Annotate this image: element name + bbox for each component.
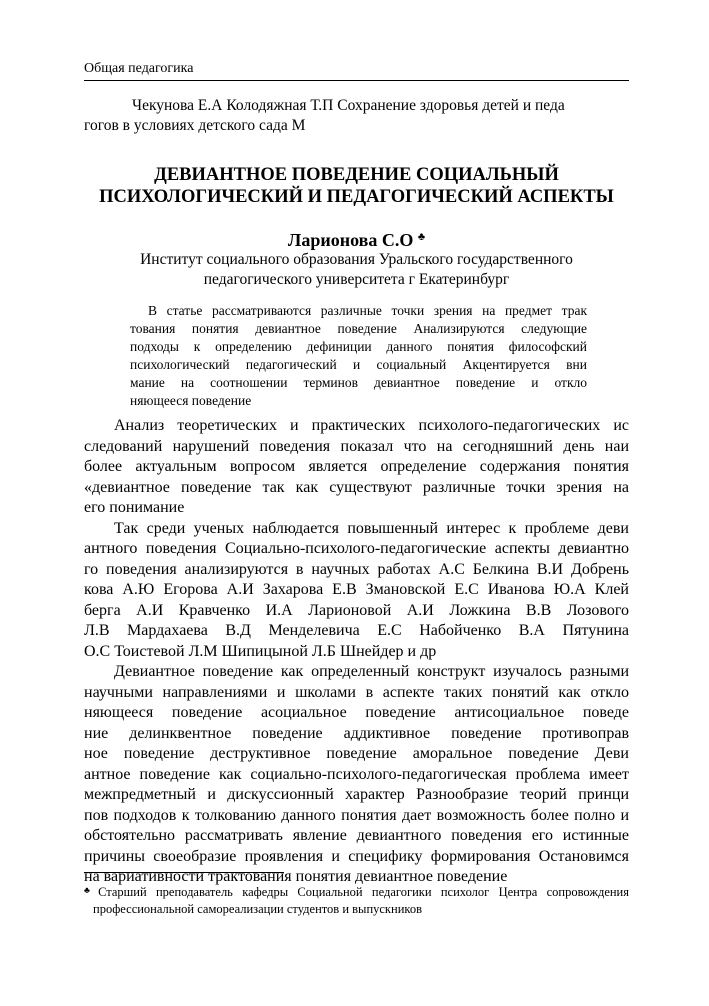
body-line: няющееся поведение асоциальное поведение антисоциальное поведе [84,704,629,721]
footnote-mark: ♣ [84,885,97,895]
author [84,226,629,251]
footnote-line [84,882,629,901]
title-line: ДЕВИАНТНОЕ ПОВЕДЕНИЕ СОЦИАЛЬНЫЙ [154,165,559,185]
footnote-separator [84,872,284,873]
body-text [84,416,629,888]
reference-line: Чекунова Е.А Колодяжная Т.П Сохранение здоровья детей и педа [132,97,565,114]
footnote-text: Старший преподаватель кафедры Социальной педагогики психолог Центра сопровождения [98,885,629,899]
body-line: Л.В Мардахаева В.Д Менделевича Е.С Набойченко В.А Пятунина [84,622,629,639]
body-line: Девиантное поведение как определенный конструкт изучалось разными [114,663,629,680]
author-footnote-mark: ♣ [417,231,426,243]
abstract-line: психологический педагогический и социальный Акцентируется вни [130,357,587,372]
body-line: научными направлениями и школами в аспекте таких понятий как откло [84,683,629,701]
affiliation [84,250,629,290]
body-line: го поведения анализируются в научных работах А.С Белкина В.И Добрень [84,560,629,578]
abstract [130,302,587,410]
abstract-line: подходы к определению дефиниции данного понятия философский [130,339,587,354]
reference-entry [84,96,629,136]
abstract-line: В статье рассматриваются различные точки зрения на предмет трак [148,303,587,318]
title-line: ПСИХОЛОГИЧЕСКИЙ И ПЕДАГОГИЧЕСКИЙ АСПЕКТЫ [99,187,614,207]
body-line: О.С Тоистевой Л.М Шипицыной Л.Б Шнейдер и др [84,642,437,660]
author-name: Ларионова С.О [287,230,414,250]
body-line: «девиантное поведение так как существуют различные точки зрения на [84,478,629,496]
footnote [84,882,629,918]
body-line: Так среди ученых наблюдается повышенный интерес к проблеме деви [114,519,629,537]
affiliation-line: педагогического университета г Екатеринбург [203,271,510,288]
body-line: более актуальным вопросом является определение содержания понятия [84,458,629,475]
body-line: кова А.Ю Егорова А.И Захарова Е.В Змановской Е.С Иванова Ю.А Клей [84,581,629,598]
abstract-line: няющееся поведение [130,393,252,408]
body-line: берга А.И Кравченко И.А Ларионовой А.И Ложкина В.В Лозового [84,601,629,619]
body-line: антное поведение как социально-психолого-педагогическая проблема имеет [84,765,629,783]
body-line: следований нарушений поведения показал что на сегодняшний день наи [84,437,629,455]
abstract-line: мание на соотношении терминов девиантное поведение и откло [130,375,587,390]
running-header: Общая педагогика [84,60,629,81]
body-line: на вариативности трактования понятия девиантное поведение [84,868,508,885]
body-line: обстоятельно рассматривать явление девиантного поведения его истинные [84,827,629,844]
body-line: пов подходов к толкованию данного понятия дает возможность более полно и [84,806,629,824]
body-line: причины своеобразие проявления и специфику формирования Остановимся [84,847,629,865]
body-line: ное поведение деструктивное поведение аморальное поведение Деви [84,745,629,762]
footnote-line: профессиональной самореализации студентов и выпускников [93,902,422,916]
body-line: межпредметный и дискуссионный характер Разнообразие теорий принци [84,786,629,803]
abstract-line: тования понятия девиантное поведение Анализируются следующие [130,321,587,336]
body-line: антного поведения Социально-психолого-педагогические аспекты девиантно [84,540,629,557]
body-line: его понимание [84,499,185,516]
article-title [84,164,629,208]
reference-line: гогов в условиях детского сада М [84,117,306,134]
body-line: ние делинквентное поведение аддиктивное поведение противоправ [84,724,629,742]
body-line: Анализ теоретических и практических психолого-педагогических ис [114,417,629,434]
affiliation-line: Институт социального образования Уральского государственного [140,251,573,268]
